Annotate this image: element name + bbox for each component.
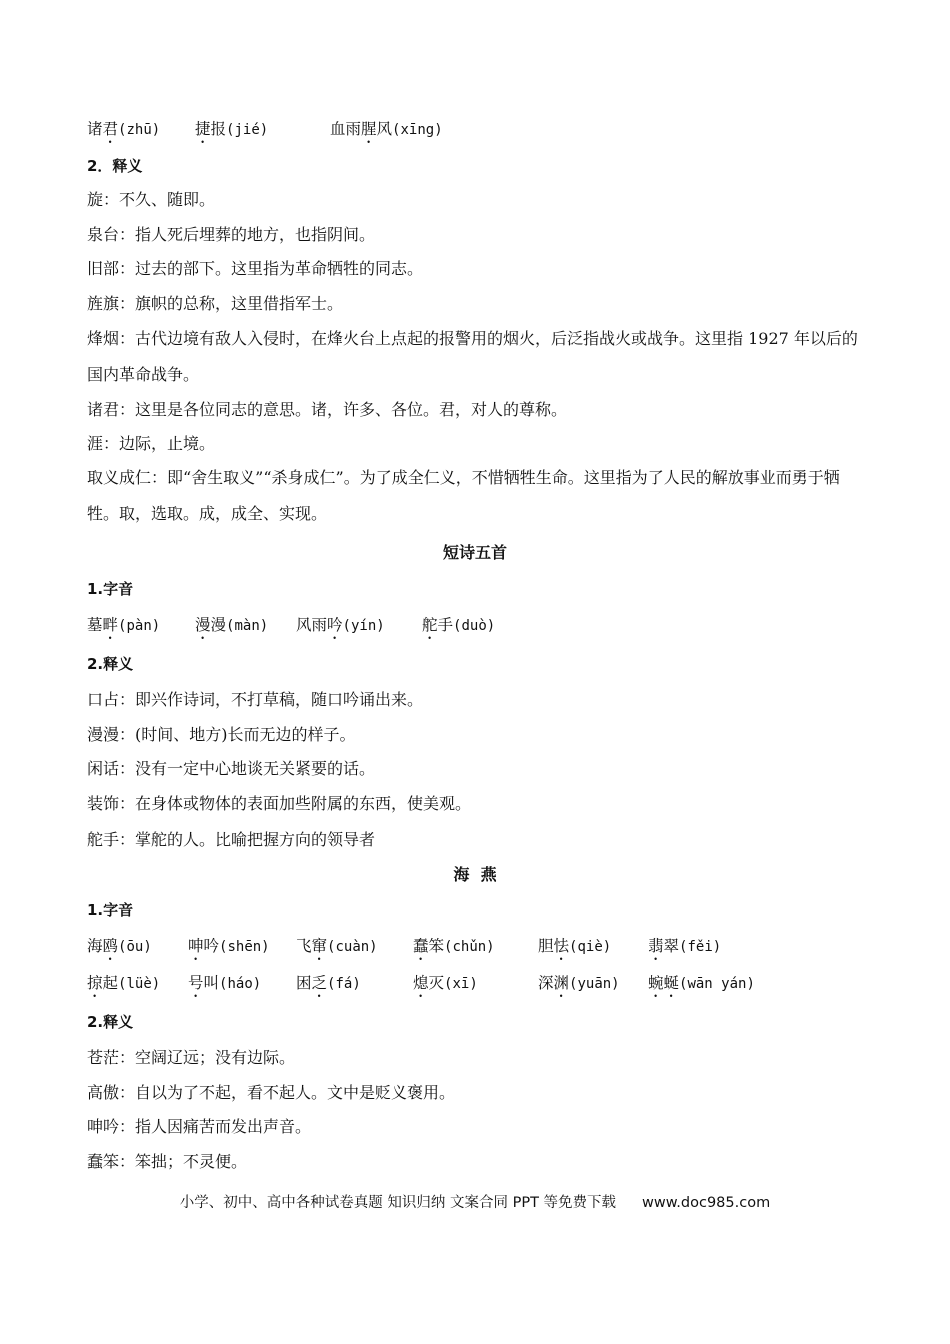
pron-item: 胆怯(qiè): [538, 937, 612, 955]
meaning-item: 苍茫：空阔辽远；没有边际。: [87, 1048, 296, 1067]
meaning-item: 蠢笨：笨拙；不灵便。: [87, 1152, 248, 1171]
meaning-item: 旌旗：旗帜的总称，这里借指军士。: [87, 294, 344, 313]
pron-item: 熄灭(xī): [413, 974, 478, 992]
pron-item: 呻吟(shēn): [188, 937, 270, 955]
meaning-heading: 2．释义: [87, 157, 143, 175]
meaning-heading: 2.释义: [87, 655, 134, 673]
pron-item: 血雨腥风(xīng): [330, 120, 443, 138]
meaning-item: 装饰：在身体或物体的表面加些附属的东西，使美观。: [87, 794, 472, 813]
pron-item: 飞窜(cuàn): [296, 937, 378, 955]
pron-item: 号叫(háo): [188, 974, 262, 992]
meaning-item: 泉台：指人死后埋葬的地方，也指阴间。: [87, 225, 376, 244]
meaning-heading: 2.释义: [87, 1013, 134, 1031]
pron-item: 海鸥(ōu): [87, 937, 152, 955]
meaning-item: 呻吟：指人因痛苦而发出声音。: [87, 1117, 312, 1136]
meaning-item: 旋：不久、随即。: [87, 190, 216, 209]
meaning-item: 涯：边际，止境。: [87, 434, 216, 453]
meaning-item: 烽烟：古代边境有敌人入侵时，在烽火台上点起的报警用的烟火，后泛指战火或战争。这里指 1927 年以后的国内革命战争。: [87, 329, 858, 384]
pron-item: 风雨吟(yín): [296, 616, 385, 634]
pron-item: 蠢笨(chǔn): [413, 937, 495, 955]
pron-item: 蜿蜒(wān yán): [648, 974, 755, 992]
pron-item: 诸君(zhū): [87, 120, 161, 138]
meaning-item: 高傲：自以为了不起，看不起人。文中是贬义褒用。: [87, 1083, 456, 1102]
section-title: 海 燕: [453, 865, 497, 884]
pron-heading: 1.字音: [87, 580, 134, 598]
meaning-item: 舵手：掌舵的人。比喻把握方向的领导者: [87, 830, 376, 849]
pron-item: 墓畔(pàn): [87, 616, 161, 634]
pron-item: 捷报(jié): [195, 120, 269, 138]
pron-item: 深渊(yuān): [538, 974, 620, 992]
meaning-item: 旧部：过去的部下。这里指为革命牺牲的同志。: [87, 259, 424, 278]
section-title: 短诗五首: [442, 543, 507, 562]
pron-item: 舵手(duò): [422, 616, 496, 634]
meaning-item: 漫漫：(时间、地方)长而无边的样子。: [87, 725, 356, 744]
pron-item: 漫漫(màn): [195, 616, 269, 634]
pron-heading: 1.字音: [87, 901, 134, 919]
meaning-item: 闲话：没有一定中心地谈无关紧要的话。: [87, 759, 376, 778]
pron-item: 翡翠(fěi): [648, 937, 722, 955]
footer-link[interactable]: www.doc985.com: [642, 1195, 771, 1211]
pron-item: 困乏(fá): [296, 974, 361, 992]
footer-text: 小学、初中、高中各种试卷真题 知识归纳 文案合同 PPT 等免费下载: [179, 1195, 617, 1211]
pron-item: 掠起(lüè): [87, 974, 161, 992]
meaning-item: 取义成仁：即“舍生取义”“杀身成仁”。为了成全仁义，不惜牺牲生命。这里指为了人民的解放事业而勇于牺牲。取，选取。成，成全、实现。: [87, 468, 840, 523]
page-footer: [0, 1191, 950, 1212]
meaning-item: 诸君：这里是各位同志的意思。诸，许多、各位。君，对人的尊称。: [87, 400, 568, 419]
meaning-item: 口占：即兴作诗词，不打草稿，随口吟诵出来。: [87, 690, 424, 709]
